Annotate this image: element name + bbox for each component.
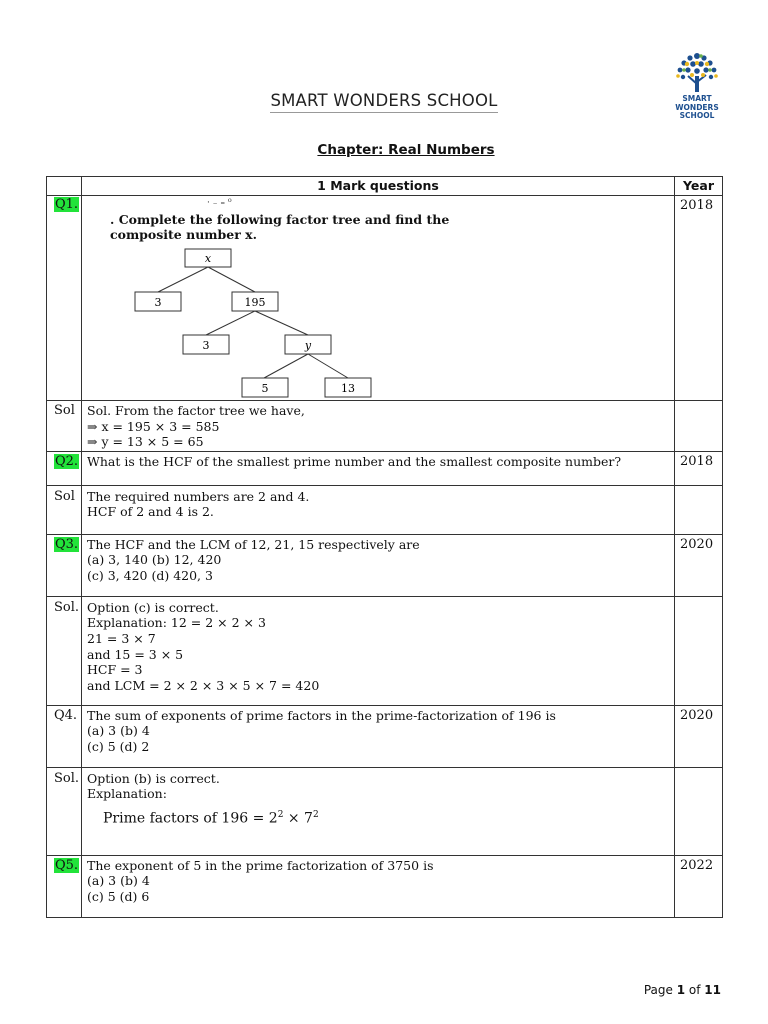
header-empty-cell bbox=[47, 177, 82, 196]
factor-tree-figure bbox=[82, 196, 674, 400]
tree-logo-icon bbox=[668, 50, 726, 96]
chapter-title: Chapter: Real Numbers bbox=[317, 142, 495, 158]
question-label: Q2. bbox=[47, 451, 82, 485]
svg-text:· ₋ ₌ ⁰: · ₋ ₌ ⁰ bbox=[207, 198, 232, 208]
tree-node: 3 bbox=[202, 339, 210, 352]
tree-node: 3 bbox=[154, 296, 162, 309]
solution-cell: Option (c) is correct. Explanation: 12 = 2 × 2 × 3 21 = 3 × 7 and 15 = 3 × 5 HCF = 3 and LCM = 2 × 2 × 3 × 5 × 7 = 420 bbox=[82, 596, 675, 705]
table-row bbox=[47, 767, 723, 855]
header-year: Year bbox=[675, 177, 723, 196]
question-cell: The sum of exponents of prime factors in the prime-factorization of 196 is (a) 3 (b) 4 (c) 5 (d) 2 bbox=[82, 705, 675, 767]
header-title: 1 Mark questions bbox=[82, 177, 675, 196]
year-empty-cell bbox=[675, 401, 723, 452]
school-name: SMART WONDERS SCHOOL bbox=[0, 91, 768, 110]
tree-node-root: x bbox=[204, 252, 212, 265]
table-row bbox=[47, 401, 723, 452]
factor-tree-question: . Complete the following factor tree and find the composite number x. bbox=[110, 212, 450, 242]
solution-label: Sol bbox=[47, 485, 82, 534]
table-row bbox=[47, 705, 723, 767]
question-cell bbox=[82, 196, 675, 401]
table-row bbox=[47, 196, 723, 401]
question-label: Q5. bbox=[47, 855, 82, 917]
tree-node: 195 bbox=[244, 296, 266, 309]
question-year: 2018 bbox=[675, 196, 723, 401]
question-label: Q1. bbox=[47, 196, 82, 401]
question-label: Q4. bbox=[47, 705, 82, 767]
solution-label: Sol. bbox=[47, 767, 82, 855]
solution-cell: Sol. From the factor tree we have, ⇒ x = 195 × 3 = 585 ⇒ y = 13 × 5 = 65 bbox=[82, 401, 675, 452]
table-row bbox=[47, 855, 723, 917]
year-empty-cell bbox=[675, 485, 723, 534]
question-year: 2022 bbox=[675, 855, 723, 917]
table-row bbox=[47, 485, 723, 534]
question-cell: The exponent of 5 in the prime factorization of 3750 is (a) 3 (b) 4 (c) 5 (d) 6 bbox=[82, 855, 675, 917]
page-number: Page 1 of 11 bbox=[643, 983, 721, 997]
solution-cell: The required numbers are 2 and 4. HCF of 2 and 4 is 2. bbox=[82, 485, 675, 534]
solution-label: Sol. bbox=[47, 596, 82, 705]
table-row bbox=[47, 596, 723, 705]
question-label: Q3. bbox=[47, 534, 82, 596]
logo-text: SMART WONDERS SCHOOL bbox=[675, 94, 719, 120]
tree-node: 13 bbox=[341, 382, 355, 395]
table-row bbox=[47, 534, 723, 596]
table-header-row bbox=[47, 177, 723, 196]
question-cell: The HCF and the LCM of 12, 21, 15 respectively are (a) 3, 140 (b) 12, 420 (c) 3, 420 (d) 420, 3 bbox=[82, 534, 675, 596]
solution-cell: Option (b) is correct. Explanation: Prime factors of $196 = 2^2 \times 7^2$ bbox=[82, 767, 675, 855]
school-logo bbox=[668, 50, 726, 124]
prime-factor-formula: Prime factors of $196 = 2^2 \times 7^2$ bbox=[103, 809, 319, 827]
year-empty-cell bbox=[675, 767, 723, 855]
questions-table bbox=[46, 176, 723, 918]
tree-node: 5 bbox=[261, 382, 269, 395]
tree-node: y bbox=[304, 339, 312, 352]
year-empty-cell bbox=[675, 596, 723, 705]
question-year: 2020 bbox=[675, 705, 723, 767]
question-year: 2020 bbox=[675, 534, 723, 596]
question-cell: What is the HCF of the smallest prime number and the smallest composite number? bbox=[82, 451, 675, 485]
table-row bbox=[47, 451, 723, 485]
solution-label: Sol bbox=[47, 401, 82, 452]
question-year: 2018 bbox=[675, 451, 723, 485]
